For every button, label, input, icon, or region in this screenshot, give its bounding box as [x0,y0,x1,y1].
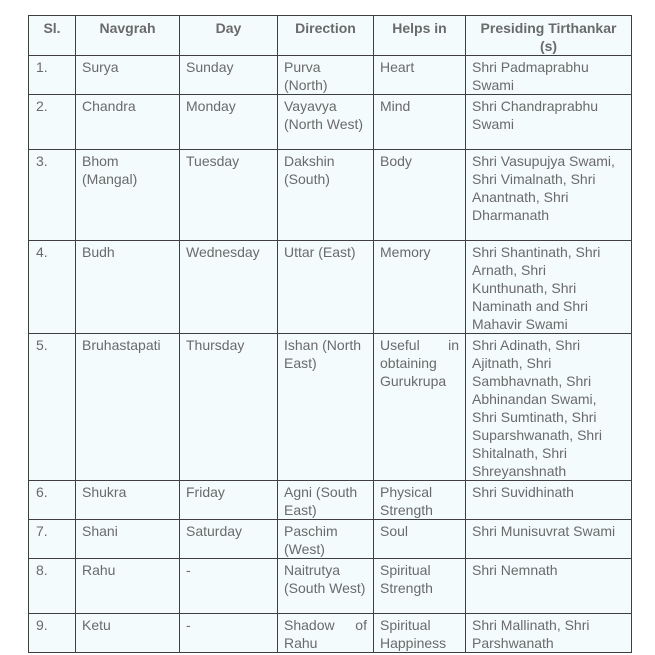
cell-direction: Ishan (North East) [278,334,374,481]
cell-day: Monday [180,95,278,150]
cell-day: Wednesday [180,241,278,334]
cell-tirthankar: Shri Shantinath, Shri Arnath, Shri Kunthunath, Shri Naminath and Shri Mahavir Swami [466,241,632,334]
cell-helps-in: Spiritual Strength [374,559,466,614]
cell-helps-in: Body [374,150,466,241]
table-row [29,614,632,653]
cell-tirthankar: Shri Padmaprabhu Swami [466,56,632,95]
table-row [29,559,632,614]
cell-sl: 5. [29,334,76,481]
cell-sl: 8. [29,559,76,614]
table-row [29,520,632,559]
header-navgrah: Navgrah [76,16,180,56]
cell-navgrah: Rahu [76,559,180,614]
navgrah-table-container [28,15,631,653]
cell-navgrah: Bhom (Mangal) [76,150,180,241]
cell-helps-in: Mind [374,95,466,150]
header-row [29,16,632,56]
cell-day: Sunday [180,56,278,95]
header-tirthankar: Presiding Tirthankar (s) [466,16,632,56]
navgrah-table [28,15,632,653]
cell-navgrah: Shukra [76,481,180,520]
cell-direction: Dakshin (South) [278,150,374,241]
cell-direction: Naitrutya (South West) [278,559,374,614]
cell-helps-in: Heart [374,56,466,95]
cell-navgrah: Bruhastapati [76,334,180,481]
table-row [29,95,632,150]
header-day: Day [180,16,278,56]
cell-helps-in: Soul [374,520,466,559]
header-sl: Sl. [29,16,76,56]
cell-direction: Uttar (East) [278,241,374,334]
cell-sl: 7. [29,520,76,559]
cell-day: - [180,614,278,653]
cell-helps-in: Useful in obtaining Gurukrupa [374,334,466,481]
table-row [29,150,632,241]
cell-tirthankar: Shri Mallinath, Shri Parshwanath [466,614,632,653]
table-row [29,56,632,95]
cell-day: Friday [180,481,278,520]
header-helps-in: Helps in [374,16,466,56]
cell-tirthankar: Shri Vasupujya Swami, Shri Vimalnath, Shri Anantnath, Shri Dharmanath [466,150,632,241]
cell-direction: Purva (North) [278,56,374,95]
cell-direction: Vayavya (North West) [278,95,374,150]
header-direction: Direction [278,16,374,56]
cell-sl: 9. [29,614,76,653]
table-row [29,334,632,481]
cell-helps-in: Physical Strength [374,481,466,520]
cell-sl: 2. [29,95,76,150]
cell-tirthankar: Shri Chandraprabhu Swami [466,95,632,150]
cell-helps-in: Spiritual Happiness [374,614,466,653]
cell-navgrah: Budh [76,241,180,334]
cell-sl: 1. [29,56,76,95]
cell-navgrah: Surya [76,56,180,95]
cell-tirthankar: Shri Nemnath [466,559,632,614]
cell-tirthankar: Shri Munisuvrat Swami [466,520,632,559]
cell-day: Saturday [180,520,278,559]
cell-direction: Agni (South East) [278,481,374,520]
cell-day: - [180,559,278,614]
cell-direction: Paschim (West) [278,520,374,559]
cell-tirthankar: Shri Suvidhinath [466,481,632,520]
cell-tirthankar: Shri Adinath, Shri Ajitnath, Shri Sambhavnath, Shri Abhinandan Swami, Shri Sumtinath, Shri Suparshwanath, Shri Shitalnath, Shri Shreyanshnath [466,334,632,481]
cell-day: Tuesday [180,150,278,241]
cell-helps-in: Memory [374,241,466,334]
cell-navgrah: Ketu [76,614,180,653]
cell-sl: 3. [29,150,76,241]
cell-day: Thursday [180,334,278,481]
cell-direction: Shadow of Rahu [278,614,374,653]
cell-sl: 4. [29,241,76,334]
table-row [29,241,632,334]
cell-navgrah: Chandra [76,95,180,150]
table-row [29,481,632,520]
cell-navgrah: Shani [76,520,180,559]
cell-sl: 6. [29,481,76,520]
